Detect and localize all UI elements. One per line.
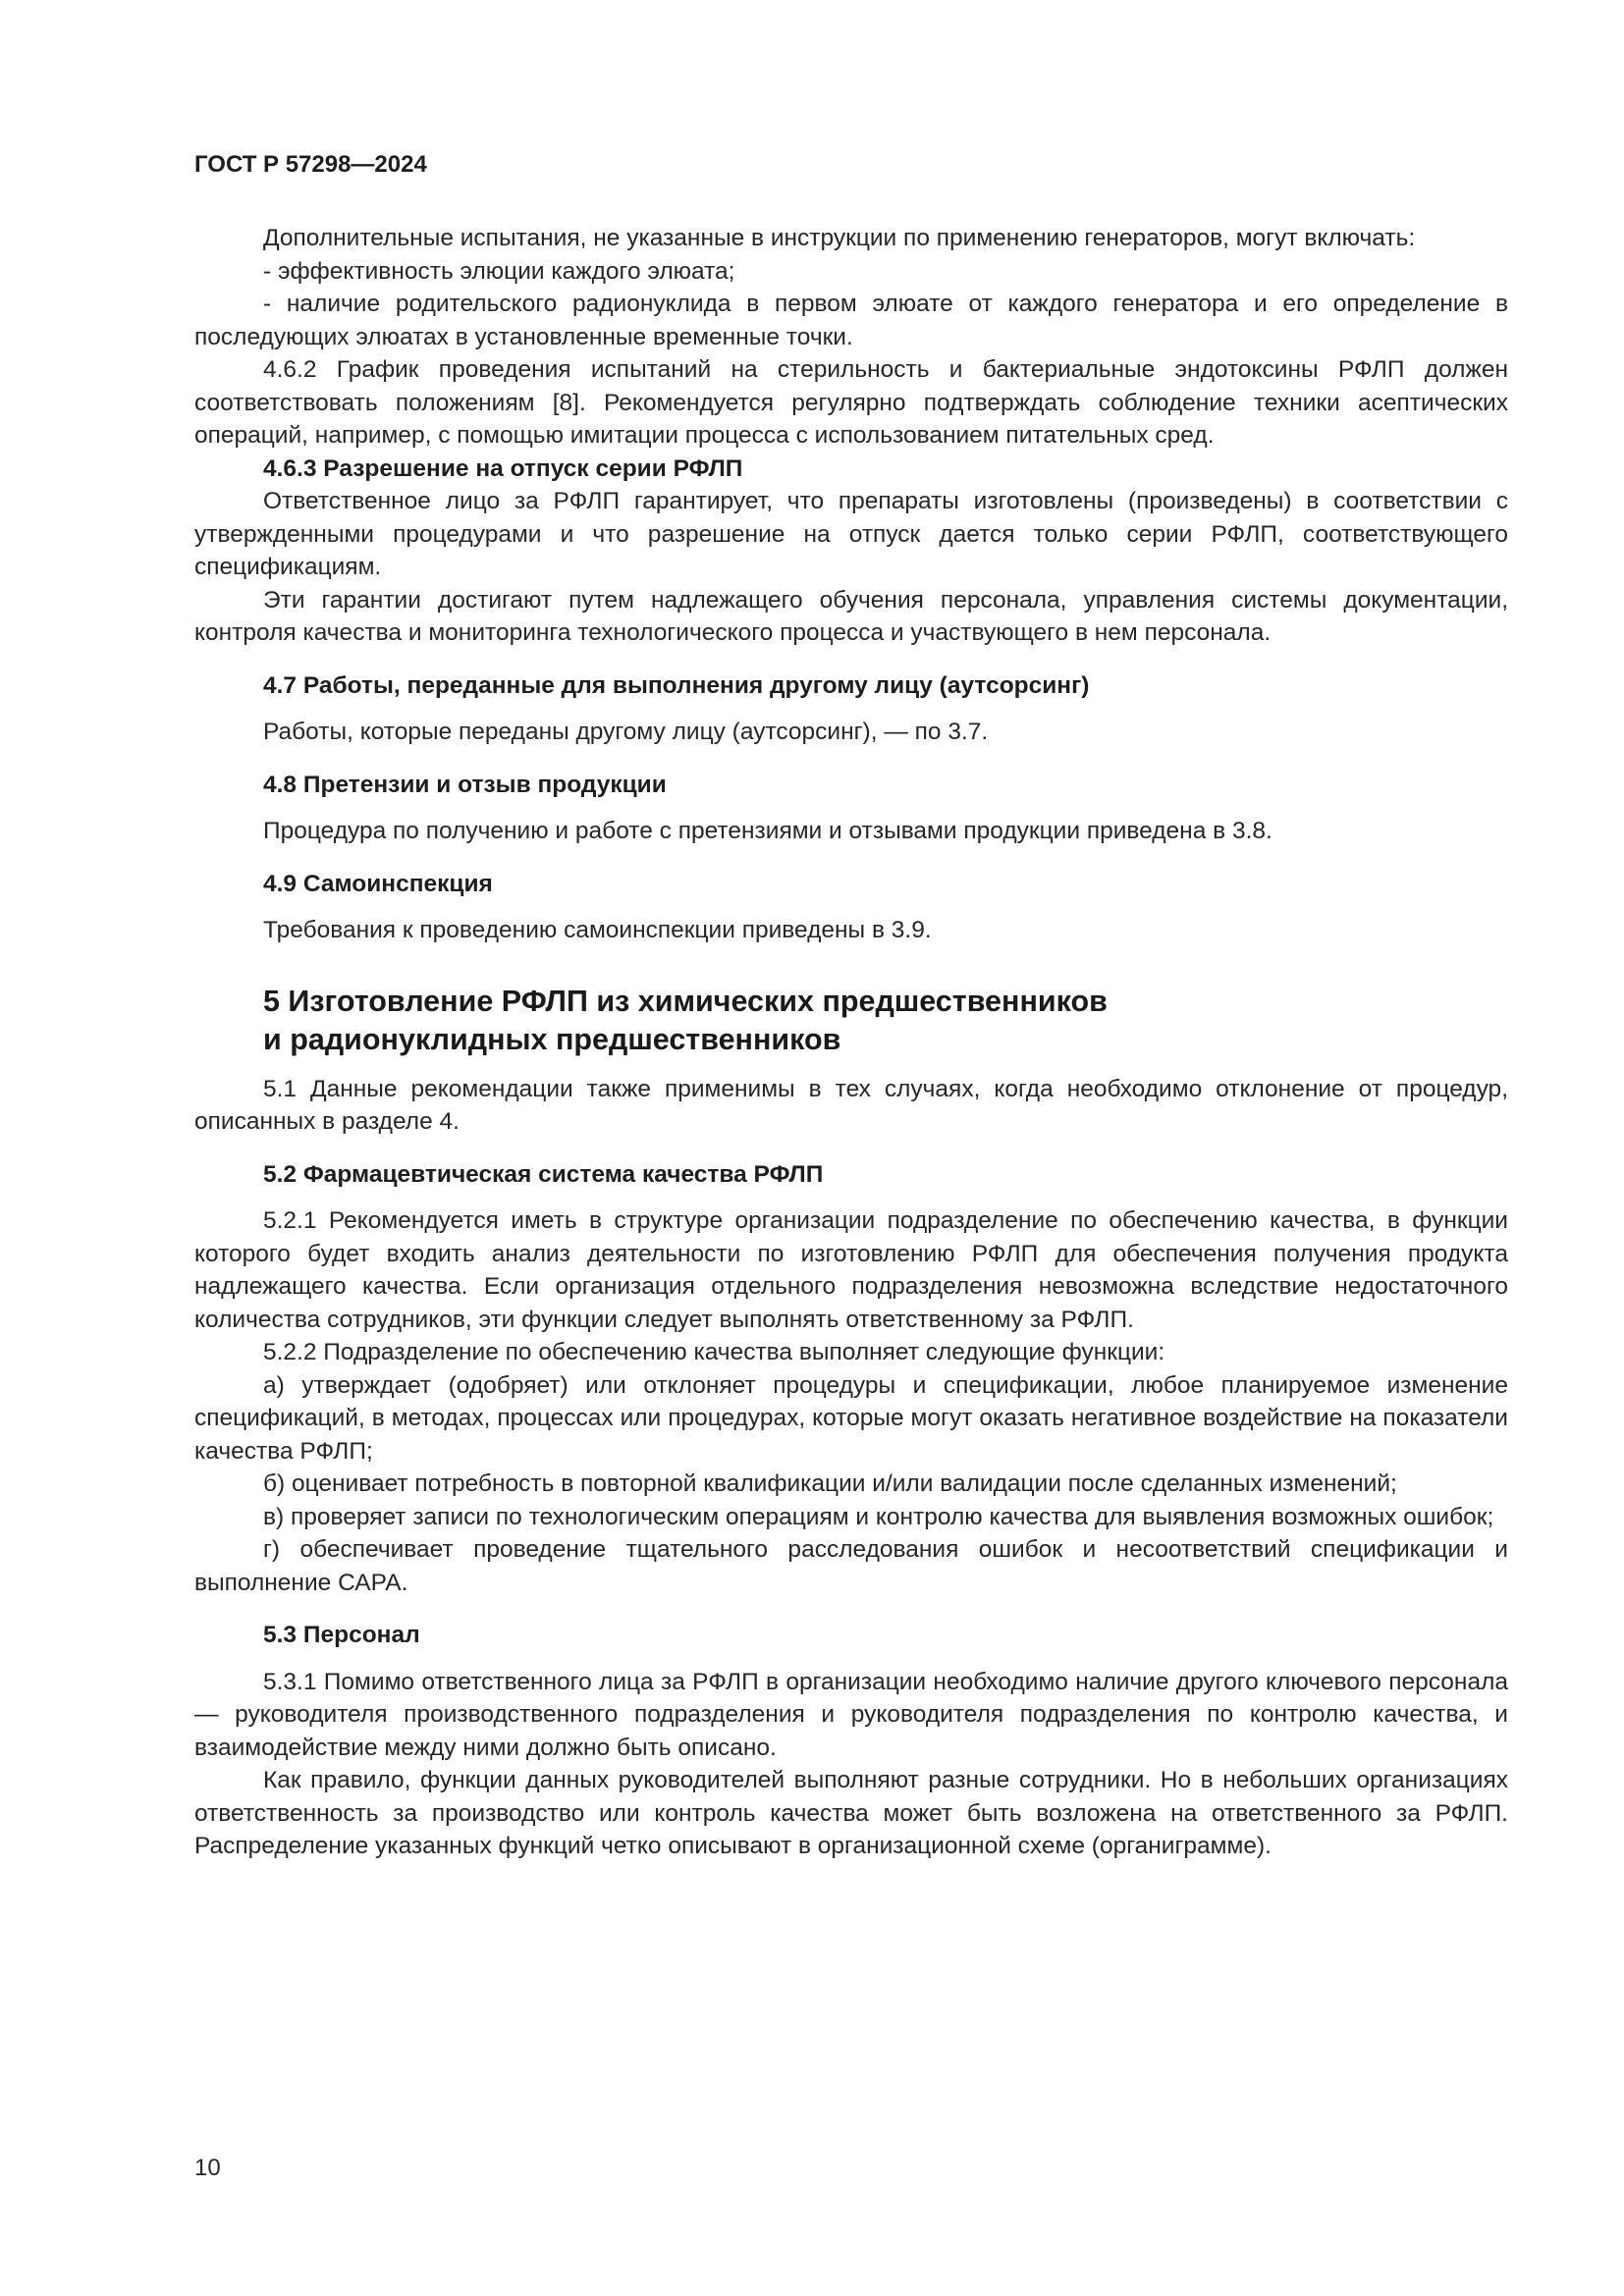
list-item-v: в) проверяет записи по технологическим операциям и контролю качества для выявления возможных ошибок;: [263, 1503, 1494, 1530]
paragraph-outsourcing: Работы, которые переданы другому лицу (аутсорсинг), — по 3.7.: [263, 719, 989, 745]
document-body: [194, 222, 1508, 1863]
heading-4-6-3: 4.6.3 Разрешение на отпуск серии РФЛП: [263, 454, 743, 482]
paragraph-5-1: 5.1 Данные рекомендации также применимы в тех случаях, когда необходимо отклонение от процедур, описанных в разделе 4.: [194, 1075, 1508, 1135]
section-5-title: [194, 983, 1508, 1059]
paragraph-4-6-2: 4.6.2 График проведения испытаний на стерильность и бактериальные эндотоксины РФЛП должен соответствовать положениям [8]. Рекомендуется регулярно подтверждать соблюдение техники асептических операций, например, с помощью имитации процесса с использованием питательных сред.: [194, 356, 1508, 449]
document-code-header: ГОСТ Р 57298—2024: [194, 151, 427, 178]
list-item-elution-efficiency: - эффективность элюции каждого элюата;: [263, 257, 735, 285]
paragraph-responsible-person: Ответственное лицо за РФЛП гарантирует, что препараты изготовлены (произведены) в соответствии с утвержденными процедурами и что разрешение на отпуск дается только серии РФЛП, соответствующего спецификациям.: [194, 488, 1508, 580]
list-item-parent-radionuclide: - наличие родительского радионуклида в первом элюате от каждого генератора и его определение в последующих элюатах в установленные временные точки.: [194, 291, 1508, 350]
paragraph-additional-tests: Дополнительные испытания, не указанные в инструкции по применению генераторов, могут включать:: [263, 225, 1416, 251]
list-item-g: г) обеспечивает проведение тщательного расследования ошибок и несоответствий спецификации и выполнение САРА.: [194, 1536, 1508, 1596]
paragraph-5-2-1: 5.2.1 Рекомендуется иметь в структуре организации подразделение по обеспечению качества, в функции которого будет входить анализ деятельности по изготовлению РФЛП для обеспечения получения продукта надлежащего качества. Если организация отдельного подразделения невозможна вследствие недостаточного количества сотрудников, эти функции следует выполнять ответственному за РФЛП.: [194, 1207, 1508, 1333]
page-number: 10: [194, 2155, 221, 2181]
heading-5-2: 5.2 Фармацевтическая система качества РФЛП: [263, 1160, 824, 1188]
heading-4-8: 4.8 Претензии и отзыв продукции: [263, 771, 667, 798]
list-item-b: б) оценивает потребность в повторной квалификации и/или валидации после сделанных изменений;: [263, 1470, 1397, 1497]
paragraph-complaints: Процедура по получению и работе с претензиями и отзывами продукции приведена в 3.8.: [263, 818, 1272, 844]
section-5-title-line2: и радионуклидных предшественников: [263, 1022, 841, 1056]
heading-4-7: 4.7 Работы, переданные для выполнения другому лицу (аутсорсинг): [263, 671, 1090, 699]
paragraph-self-inspection: Требования к проведению самоинспекции приведены в 3.9.: [263, 917, 932, 943]
paragraph-guarantees: Эти гарантии достигают путем надлежащего обучения персонала, управления системы документации, контроля качества и мониторинга технологического процесса и участвующего в нем персонала.: [194, 586, 1508, 646]
paragraph-functions-distribution: Как правило, функции данных руководителей выполняют разные сотрудники. Но в небольших организациях ответственность за производство или контроль качества может быть возложена на ответственного за РФЛП. Распределение указанных функций четко описывают в организационной схеме (органиграмме).: [194, 1767, 1508, 1859]
heading-5-3: 5.3 Персонал: [263, 1622, 420, 1648]
paragraph-5-3-1: 5.3.1 Помимо ответственного лица за РФЛП в организации необходимо наличие другого ключевого персонала — руководителя производственного подразделения и руководителя подразделения по контролю качества, и взаимодействие между ними должно быть описано.: [194, 1668, 1508, 1761]
paragraph-5-2-2: 5.2.2 Подразделение по обеспечению качества выполняет следующие функции:: [263, 1339, 1165, 1365]
list-item-a: а) утверждает (одобряет) или отклоняет процедуры и спецификации, любое планируемое изменение спецификаций, в методах, процессах или процедурах, которые могут оказать негативное воздействие на показатели качества РФЛП;: [194, 1371, 1508, 1465]
heading-4-9: 4.9 Самоинспекция: [263, 870, 493, 897]
section-5-title-line1: 5 Изготовление РФЛП из химических предшественников: [263, 984, 1108, 1018]
